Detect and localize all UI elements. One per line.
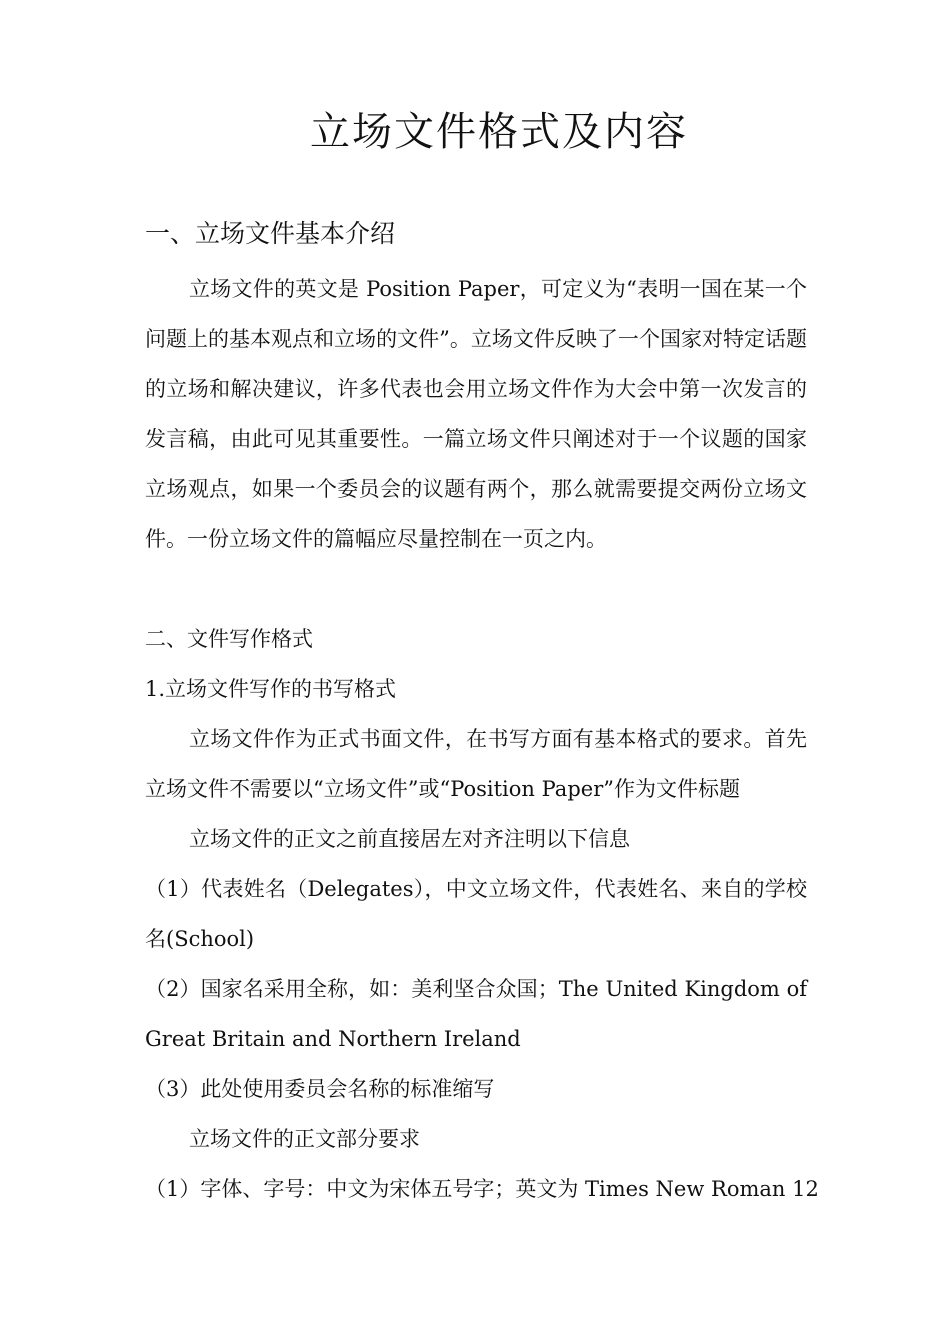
list-item-delegates: （1）代表姓名（Delegates），中文立场文件，代表姓名、来自的学校名(School) (145, 877, 807, 951)
list-item-country-name: （2）国家名采用全称，如：美利坚合众国；The United Kingdom of Great Britain and Northern Ireland (145, 977, 807, 1051)
subheading-writing-format: 1.立场文件写作的书写格式 (145, 677, 397, 701)
intro-paragraph: 立场文件的英文是 Position Paper，可定义为“表明一国在某一个问题上的基本观点和立场的文件”。立场文件反映了一个国家对特定话题的立场和解决建议，许多代表也会用立场文件作为大会中第一次发言的发言稿，由此可见其重要性。一篇立场文件只阐述对于一个议题的国家立场观点，如果一个委员会的议题有两个，那么就需要提交两份立场文件。一份立场文件的篇幅应尽量控制在一页之内。 (145, 277, 807, 551)
blank-line (145, 564, 807, 614)
section-heading-format: 二、文件写作格式 (145, 627, 313, 651)
page-title: 立场文件格式及内容 (310, 109, 688, 155)
format-paragraph: 立场文件作为正式书面文件，在书写方面有基本格式的要求。首先立场文件不需要以“立场文件”或“Position Paper”作为文件标题 (145, 727, 807, 801)
list-item-committee: （3）此处使用委员会名称的标准缩写 (145, 1077, 495, 1101)
section-heading-intro: 一、立场文件基本介绍 (145, 219, 396, 248)
info-intro-paragraph: 立场文件的正文之前直接居左对齐注明以下信息 (189, 827, 630, 851)
list-item-font: （1）字体、字号：中文为宋体五号字；英文为 Times New Roman 12 (145, 1177, 819, 1201)
body-requirements-paragraph: 立场文件的正文部分要求 (189, 1127, 420, 1151)
document-body (145, 212, 819, 1214)
